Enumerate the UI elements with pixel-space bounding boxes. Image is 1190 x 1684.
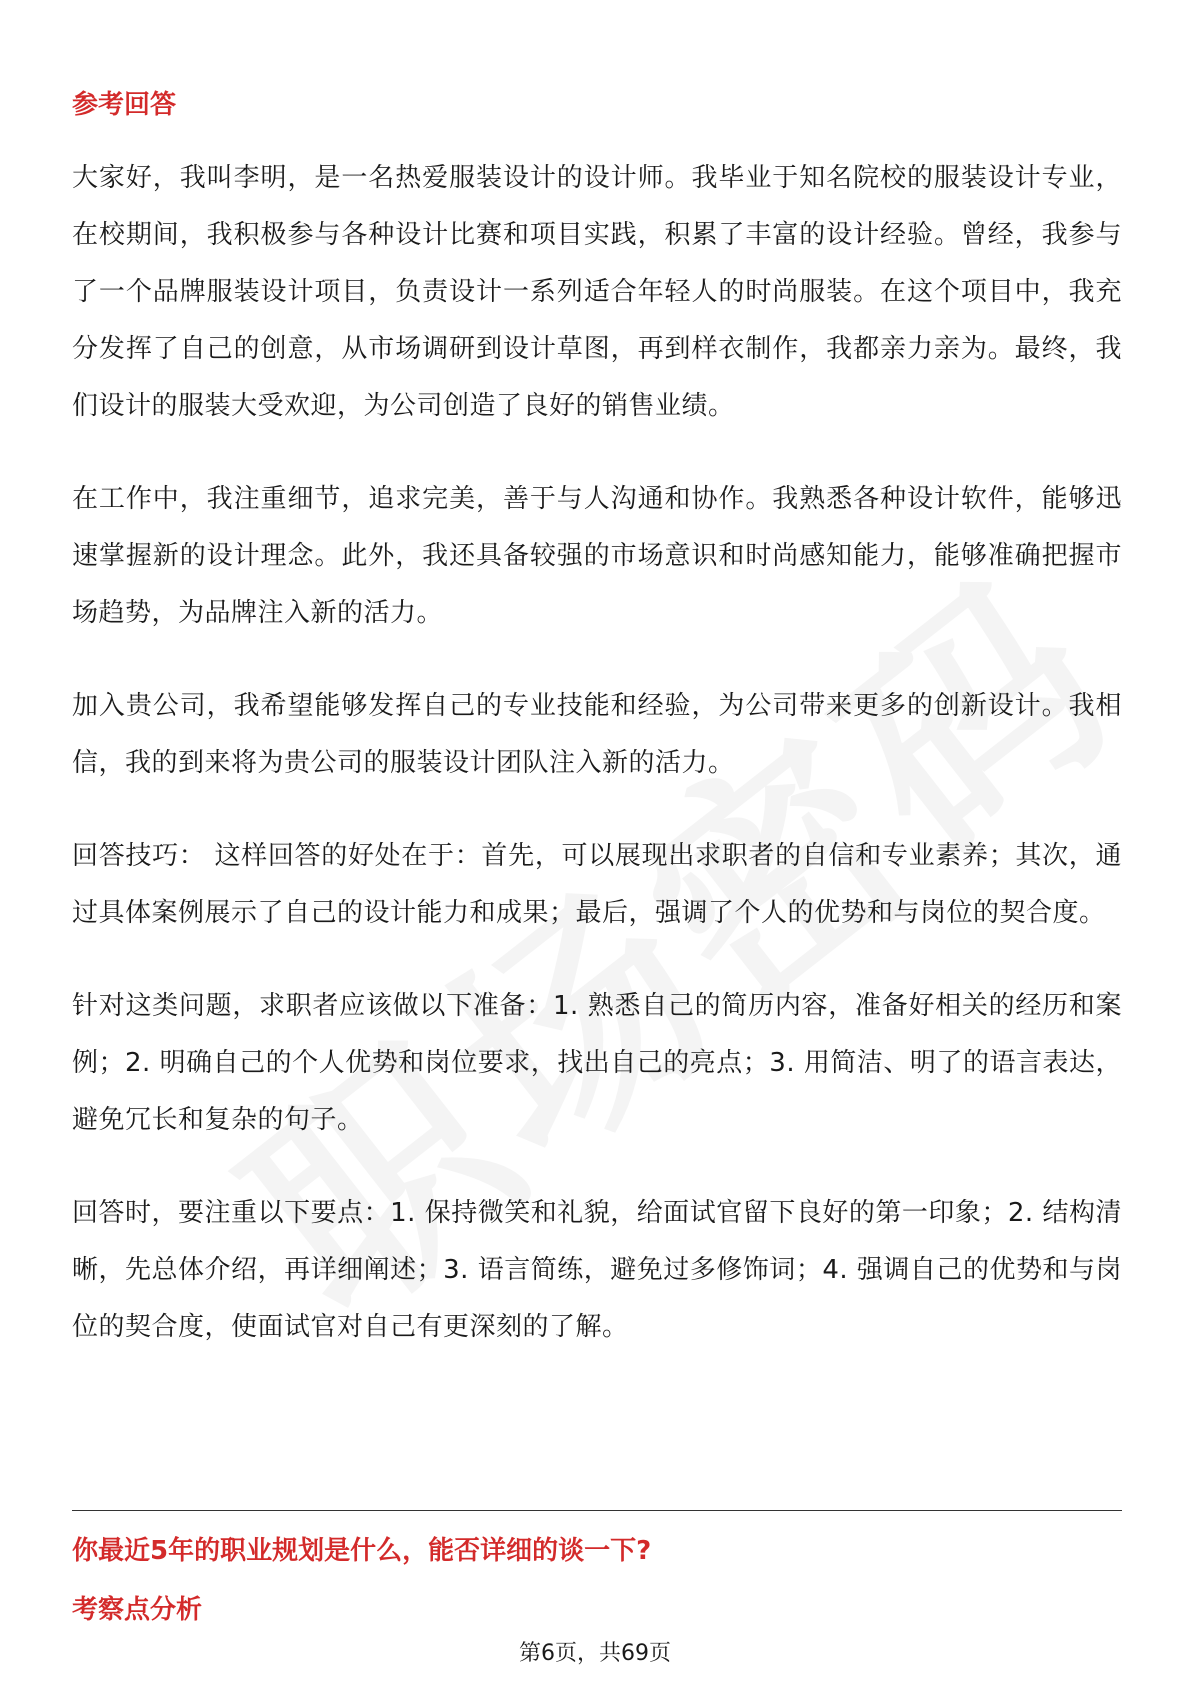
section-divider <box>72 1510 1122 1511</box>
next-question-heading: 你最近5年的职业规划是什么，能否详细的谈一下? <box>72 1536 652 1566</box>
paragraph-join: 加入贵公司，我希望能够发挥自己的专业技能和经验，为公司带来更多的创新设计。我相信，我的到来将为贵公司的服装设计团队注入新的活力。 <box>72 691 1122 778</box>
reference-answer-title: 参考回答 <box>72 90 177 120</box>
paragraph-key-points: 回答时，要注重以下要点：1. 保持微笑和礼貌，给面试官留下良好的第一印象；2. 结构清晰，先总体介绍，再详细阐述；3. 语言简练，避免过多修饰词；4. 强调自己的优势和与岗位的契合度，使面试官对自己有更深刻的了解。 <box>72 1198 1122 1342</box>
page-content <box>72 80 1122 1392</box>
paragraph-preparation: 针对这类问题，求职者应该做以下准备：1. 熟悉自己的简历内容，准备好相关的经历和案例；2. 明确自己的个人优势和岗位要求，找出自己的亮点；3. 用简洁、明了的语言表达，避免冗长和复杂的句子。 <box>72 991 1122 1135</box>
paragraph-work-style: 在工作中，我注重细节，追求完美，善于与人沟通和协作。我熟悉各种设计软件，能够迅速掌握新的设计理念。此外，我还具备较强的市场意识和时尚感知能力，能够准确把握市场趋势，为品牌注入新的活力。 <box>72 484 1122 628</box>
analysis-title: 考察点分析 <box>72 1595 203 1625</box>
paragraph-tips: 回答技巧： 这样回答的好处在于：首先，可以展现出求职者的自信和专业素养；其次，通过具体案例展示了自己的设计能力和成果；最后，强调了个人的优势和与岗位的契合度。 <box>72 841 1122 928</box>
page-number-footer: 第6页，共69页 <box>519 1641 671 1666</box>
paragraph-intro: 大家好，我叫李明，是一名热爱服装设计的设计师。我毕业于知名院校的服装设计专业，在校期间，我积极参与各种设计比赛和项目实践，积累了丰富的设计经验。曾经，我参与了一个品牌服装设计项目，负责设计一系列适合年轻人的时尚服装。在这个项目中，我充分发挥了自己的创意，从市场调研到设计草图，再到样衣制作，我都亲力亲为。最终，我们设计的服装大受欢迎，为公司创造了良好的销售业绩。 <box>72 163 1122 421</box>
